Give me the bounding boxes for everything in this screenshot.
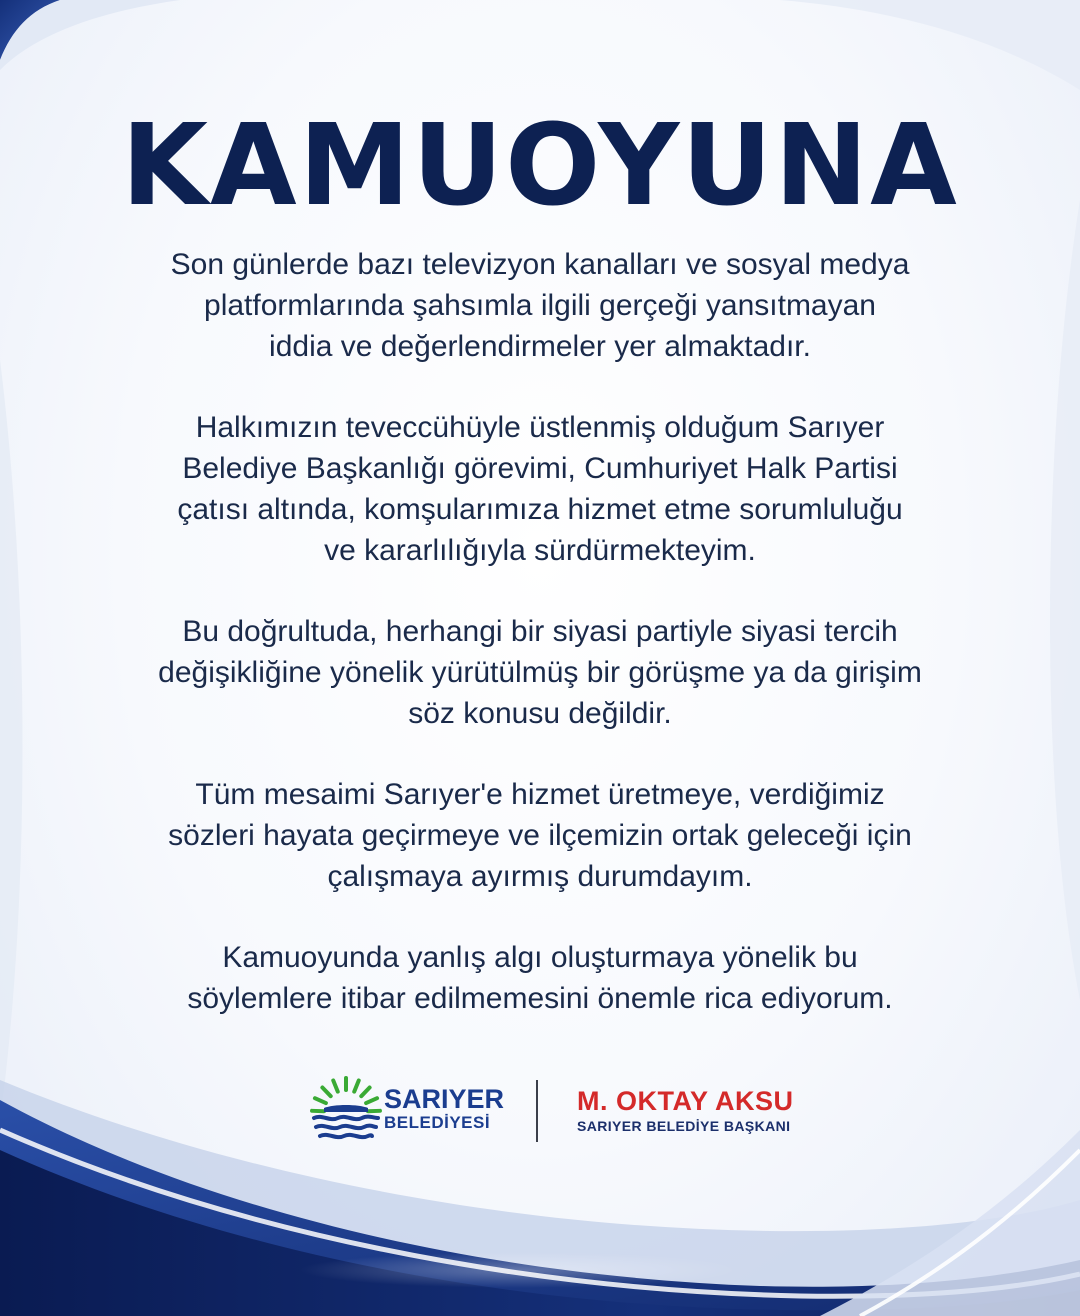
paragraph-line: iddia ve değerlendirmeler yer almaktadır.: [269, 330, 811, 363]
statement-body: [120, 244, 960, 1059]
paragraph-line: Son günlerde bazı televizyon kanalları ve sosyal medya: [170, 248, 910, 281]
footer-divider: [536, 1080, 538, 1142]
paragraph-line: Kamuoyunda yanlış algı oluşturmaya yönelik bu: [222, 941, 858, 974]
paragraph-line: Bu doğrultuda, herhangi bir siyasi partiyle siyasi tercih: [182, 615, 898, 648]
sun-sea-logo-icon: [308, 1074, 384, 1146]
wave-shine: [300, 1252, 740, 1288]
paragraph-line: Tüm mesaimi Sarıyer'e hizmet üretmeye, verdiğimiz: [195, 778, 885, 811]
paragraph-line: söz konusu değildir.: [408, 697, 672, 730]
sariyer-belediyesi-logo: [308, 1070, 508, 1150]
left-silver-curve: [0, 360, 23, 1120]
signer-block: [577, 1086, 794, 1136]
paragraph-line: söylemlere itibar edilmemesini önemle rica ediyorum.: [187, 982, 893, 1015]
paragraph: [120, 774, 960, 897]
logo-line-belediyesi: BELEDİYESİ: [384, 1113, 491, 1132]
paragraph-line: sözleri hayata geçirmeye ve ilçemizin ortak geleceği için: [168, 819, 912, 852]
paragraph-line: çatısı altında, komşularımıza hizmet etme sorumluluğu: [177, 493, 903, 526]
paragraph-line: ve kararlılığıyla sürdürmekteyim.: [324, 534, 756, 567]
paragraph: [120, 244, 960, 367]
signature-footer: [0, 1070, 1080, 1150]
right-silver-curve: [1050, 200, 1080, 1000]
paragraph: [120, 937, 960, 1019]
paragraph-line: platformlarında şahsımla ilgili gerçeği yansıtmayan: [204, 289, 876, 322]
signer-name: M. OKTAY AKSU: [577, 1086, 794, 1116]
signer-role: SARIYER BELEDİYE BAŞKANI: [577, 1118, 791, 1134]
paragraph-line: Halkımızın teveccühüyle üstlenmiş olduğum Sarıyer: [195, 411, 885, 444]
paragraph: [120, 407, 960, 571]
page-title: KAMUOYUNA: [121, 101, 959, 231]
logo-line-sariyer: SARIYER: [384, 1084, 505, 1114]
paragraph-line: değişikliğine yönelik yürütülmüş bir görüşme ya da girişim: [158, 656, 922, 689]
top-right-soft-wave: [780, 0, 1080, 90]
paragraph-line: çalışmaya ayırmış durumdayım.: [327, 860, 753, 893]
paragraph: [120, 611, 960, 734]
paragraph-line: Belediye Başkanlığı görevimi, Cumhuriyet Halk Partisi: [182, 452, 898, 485]
logo-wordmark: [384, 1086, 504, 1133]
